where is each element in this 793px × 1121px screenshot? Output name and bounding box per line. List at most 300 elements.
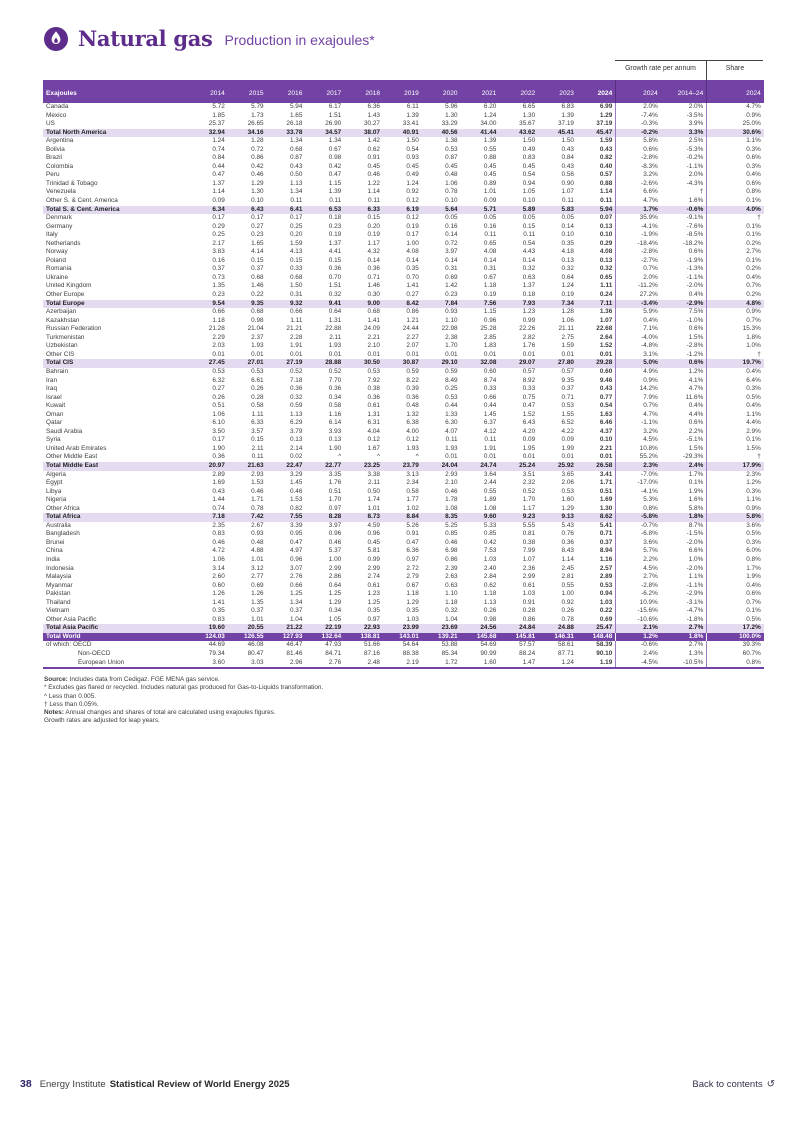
growth10-cell: -2.8%	[686, 342, 704, 350]
row-label: Indonesia	[46, 564, 74, 572]
value-cell: 1.07	[577, 317, 616, 326]
value-cell: 0.36	[328, 385, 342, 393]
row-label: Total Asia Pacific	[43, 624, 189, 633]
value-cell: 0.44	[212, 162, 225, 170]
value-cell: 0.93	[406, 154, 419, 162]
share-cell: 15.3%	[707, 325, 764, 334]
value-cell: 0.37	[577, 539, 616, 548]
table-row	[43, 547, 764, 556]
value-cell: 6.14	[328, 419, 342, 427]
value-cell: 0.33	[289, 265, 303, 273]
share-cell: 30.6%	[707, 129, 764, 138]
row-label: China	[46, 547, 63, 555]
growth-rate-per-annum-header: Growth rate per annum	[615, 61, 707, 80]
growth10-cell: -1.1%	[686, 273, 704, 281]
value-cell: 2.89	[212, 470, 225, 478]
value-cell: 0.54	[522, 171, 536, 179]
value-cell: 6.32	[212, 376, 225, 384]
value-cell: 1.52	[577, 342, 616, 351]
footnote-line: ^ Less than 0.005.	[44, 692, 97, 700]
value-cell: 4.72	[212, 547, 225, 555]
share-cell: 5.8%	[707, 513, 764, 522]
value-cell: 0.15	[251, 256, 264, 264]
value-cell: 0.53	[577, 582, 616, 591]
table-row	[43, 590, 764, 599]
value-cell: 0.84	[561, 154, 574, 162]
value-cell: 1.39	[561, 111, 574, 119]
growth10-cell: 2.0%	[688, 103, 704, 110]
value-cell: 3.97	[328, 521, 342, 529]
value-cell: 25.47	[577, 624, 616, 633]
year-header: 2015	[228, 80, 267, 103]
row-label: Peru	[46, 171, 60, 179]
growth-cell: 2.1%	[616, 624, 661, 633]
growth-cell: -4.0%	[641, 333, 658, 341]
value-cell: 1.35	[251, 598, 264, 606]
value-cell: 0.26	[561, 607, 574, 615]
value-cell: 0.15	[251, 436, 264, 444]
value-cell: 0.58	[328, 402, 342, 410]
growth10-cell: 4.7%	[688, 385, 704, 393]
value-cell: 0.51	[212, 402, 225, 410]
value-cell: 4.07	[445, 427, 458, 435]
growth10-cell: -2.9%	[661, 300, 707, 309]
value-cell: 54.69	[480, 641, 497, 649]
value-cell: 143.01	[383, 633, 422, 642]
value-cell: 1.90	[212, 444, 225, 452]
value-cell: 1.63	[577, 411, 616, 420]
value-cell: 2.86	[328, 573, 342, 581]
value-cell: 0.37	[251, 607, 264, 615]
value-cell: 88.24	[519, 650, 536, 657]
row-label: Other Middle East	[46, 453, 98, 461]
value-cell: 4.18	[561, 248, 574, 256]
growth10-cell: 1.1%	[688, 573, 704, 581]
value-cell: 0.35	[561, 239, 574, 247]
table-row	[43, 573, 764, 582]
share-cell: 19.7%	[707, 359, 764, 368]
growth-cell: -4.1%	[641, 222, 658, 230]
share-cell: 0.1%	[707, 257, 764, 266]
growth-year-header: 2024	[616, 80, 661, 103]
value-cell: 0.26	[483, 607, 497, 615]
value-cell: 0.10	[251, 197, 264, 205]
growth10-cell: 1.5%	[688, 444, 704, 452]
row-label: Uzbekistan	[46, 342, 78, 350]
row-label: Poland	[46, 256, 66, 264]
value-cell: 0.87	[445, 154, 458, 162]
value-cell: 0.35	[406, 265, 419, 273]
value-cell: 9.00	[344, 300, 383, 309]
growth-cell: -4.1%	[641, 487, 658, 495]
row-label: Brazil	[46, 154, 62, 162]
value-cell: 2.17	[212, 239, 225, 247]
row-label: Bahrain	[46, 367, 69, 375]
value-cell: 7.99	[522, 547, 536, 555]
growth-cell: -18.4%	[637, 239, 658, 247]
value-cell: 3.64	[483, 470, 497, 478]
value-cell: 1.18	[445, 598, 458, 606]
value-cell: 0.12	[406, 214, 419, 222]
growth10-cell: 1.7%	[688, 470, 704, 478]
value-cell: 0.01	[289, 350, 303, 358]
share-cell: 1.1%	[707, 411, 764, 420]
row-label: United Kingdom	[46, 282, 92, 290]
share-cell: 2.3%	[707, 471, 764, 480]
value-cell: 1.91	[289, 342, 303, 350]
value-cell: 0.36	[289, 385, 303, 393]
share-cell: 6.4%	[707, 377, 764, 386]
footnote-line: * Excludes gas flared or recycled. Includes natural gas produced for Gas-to-Liquids transformation.	[44, 684, 324, 692]
value-cell: 0.12	[406, 436, 419, 444]
value-cell: 0.86	[251, 154, 264, 162]
value-cell: 6.17	[328, 103, 342, 110]
table-row	[43, 171, 764, 180]
share-cell: 0.2%	[707, 240, 764, 249]
value-cell: 0.66	[289, 581, 303, 589]
value-cell: 9.54	[189, 300, 228, 309]
value-cell: 0.22	[251, 291, 264, 299]
growth10-cell: 2.7%	[688, 641, 704, 649]
value-cell: 44.69	[208, 641, 225, 649]
value-cell: 90.10	[577, 650, 616, 659]
table-row	[43, 607, 764, 616]
table-row	[43, 351, 764, 360]
value-cell: 1.06	[212, 555, 225, 563]
growth-cell: 0.8%	[643, 504, 658, 512]
value-cell: 6.83	[561, 103, 574, 110]
growth-cell: -11.2%	[637, 282, 658, 290]
value-cell: 0.12	[406, 197, 419, 205]
share-cell: 4.4%	[707, 419, 764, 428]
value-cell: 1.23	[522, 308, 536, 316]
row-label: Total Europe	[43, 300, 189, 309]
row-label: Bolivia	[46, 145, 65, 153]
growth-cell: 4.9%	[643, 367, 658, 375]
value-cell: 2.14	[289, 444, 303, 452]
share-cell: 17.9%	[707, 462, 764, 471]
value-cell: 0.18	[328, 214, 342, 222]
value-cell: ^	[338, 453, 342, 461]
row-label: Norway	[46, 248, 68, 256]
value-cell: 7.42	[228, 513, 267, 522]
year-header: 2024	[577, 80, 616, 103]
value-cell: 21.04	[247, 325, 264, 333]
growth-cell: 7.9%	[643, 393, 658, 401]
value-cell: 1.25	[328, 590, 342, 598]
value-cell: 1.26	[251, 590, 264, 598]
value-cell: 29.07	[499, 359, 538, 368]
table-row	[43, 368, 764, 377]
value-cell: 0.97	[406, 555, 419, 563]
value-cell: 0.11	[329, 197, 342, 205]
value-cell: 22.68	[577, 325, 616, 334]
growth-cell: 1.2%	[616, 633, 661, 642]
value-cell: 4.20	[522, 427, 536, 435]
value-cell: 1.34	[289, 598, 303, 606]
row-label: Iran	[46, 376, 58, 384]
value-cell: 1.28	[561, 308, 574, 316]
value-cell: 1.70	[522, 496, 536, 504]
table-row	[43, 445, 764, 454]
value-cell: 0.91	[522, 598, 536, 606]
growth-cell: -7.4%	[641, 111, 658, 119]
value-cell: 2.11	[368, 479, 380, 487]
value-cell: 1.83	[483, 342, 497, 350]
value-cell: 0.53	[445, 393, 458, 401]
value-cell: 2.60	[212, 573, 225, 581]
value-cell: 0.35	[367, 607, 380, 615]
table-row	[43, 163, 764, 172]
value-cell: 1.30	[445, 111, 458, 119]
value-cell: 0.16	[483, 222, 497, 230]
value-cell: 0.19	[561, 291, 574, 299]
growth-cell: 7.1%	[643, 325, 658, 333]
value-cell: 2.06	[561, 479, 574, 487]
footnote-line: Growth rates are adjusted for leap years.	[44, 717, 160, 725]
value-cell: 124.03	[189, 633, 228, 642]
value-cell: 29.28	[577, 359, 616, 368]
year-header: 2021	[461, 80, 500, 103]
value-cell: 4.13	[289, 248, 303, 256]
value-cell: 7.34	[538, 300, 577, 309]
value-cell: 0.90	[561, 179, 574, 187]
value-cell: 3.57	[251, 427, 264, 435]
value-cell: 0.74	[212, 145, 225, 153]
growth10-cell: 0.4%	[688, 402, 704, 410]
value-cell: 0.19	[483, 291, 497, 299]
growth10-cell: 1.3%	[688, 650, 704, 657]
value-cell: 1.46	[367, 282, 380, 290]
value-cell: 1.77	[406, 496, 419, 504]
share-cell: 0.6%	[707, 180, 764, 189]
value-cell: 0.86	[445, 555, 458, 563]
value-cell: 0.01	[251, 350, 264, 358]
value-cell: 1.31	[367, 410, 380, 418]
value-cell: 0.55	[561, 581, 574, 589]
value-cell: 0.01	[522, 453, 536, 461]
growth-cell: -2.8%	[641, 581, 658, 589]
value-cell: 35.67	[519, 120, 536, 128]
value-cell: 24.04	[422, 462, 461, 471]
value-cell: 1.13	[483, 598, 497, 606]
row-label: Total Middle East	[43, 462, 189, 471]
value-cell: 0.59	[445, 367, 458, 375]
value-cell: 1.21	[406, 316, 419, 324]
table-row	[43, 334, 764, 343]
value-cell: 34.00	[480, 120, 497, 128]
value-cell: 7.18	[189, 513, 228, 522]
value-cell: 0.29	[212, 222, 225, 230]
back-to-contents-label: Back to contents	[692, 1079, 763, 1090]
value-cell: 1.19	[577, 659, 616, 669]
growth-cell: 0.6%	[643, 145, 658, 153]
value-cell: 0.46	[289, 487, 303, 495]
value-cell: 24.44	[402, 325, 419, 333]
growth-cell: -17.0%	[637, 479, 658, 487]
value-cell: 88.38	[402, 650, 419, 657]
value-cell: 138.81	[344, 633, 383, 642]
value-cell: 0.70	[406, 273, 419, 281]
row-label: Egypt	[46, 479, 63, 487]
value-cell: 0.32	[445, 607, 458, 615]
value-cell: 5.81	[367, 547, 380, 555]
value-cell: 6.99	[577, 103, 616, 112]
row-label: Canada	[46, 103, 69, 110]
table-row	[43, 556, 764, 565]
row-label: Turkmenistan	[46, 333, 85, 341]
value-cell: 0.52	[522, 487, 536, 495]
growth10-cell: -29.3%	[683, 453, 704, 461]
value-cell: 2.93	[251, 470, 264, 478]
value-cell: 1.39	[406, 111, 419, 119]
share-cell: 2.7%	[707, 248, 764, 257]
value-cell: 0.77	[577, 394, 616, 403]
value-cell: 46.47	[286, 641, 303, 649]
value-cell: 0.20	[367, 222, 380, 230]
value-cell: 2.76	[328, 658, 342, 666]
growth-cell: 4.5%	[643, 436, 658, 444]
value-cell: 0.85	[445, 530, 458, 538]
value-cell: 2.40	[483, 564, 497, 572]
value-cell: 0.66	[483, 393, 497, 401]
table-row	[43, 308, 764, 317]
page-footer	[20, 1078, 775, 1090]
value-cell: 1.11	[251, 410, 264, 418]
value-cell: 0.63	[445, 581, 458, 589]
value-cell: 3.13	[406, 470, 419, 478]
value-cell: 0.37	[251, 265, 264, 273]
year-header: 2016	[267, 80, 306, 103]
back-to-contents-link[interactable]	[692, 1079, 775, 1090]
value-cell: 0.93	[445, 308, 458, 316]
table-header-row	[43, 80, 764, 103]
value-cell: 2.11	[251, 444, 264, 452]
table-row	[43, 112, 764, 121]
value-cell: 21.28	[208, 325, 225, 333]
value-cell: 0.29	[577, 240, 616, 249]
growth10-cell: 2.7%	[661, 624, 707, 633]
table-row	[43, 624, 764, 633]
value-cell: 0.43	[561, 162, 574, 170]
value-cell: 0.05	[445, 214, 458, 222]
value-cell: 0.58	[251, 402, 264, 410]
table-row	[43, 154, 764, 163]
growth-cell: 6.6%	[643, 188, 658, 196]
growth10-cell: -1.1%	[686, 162, 704, 170]
growth10-cell: -2.0%	[686, 564, 704, 572]
value-cell: 22.47	[267, 462, 306, 471]
value-cell: 0.13	[577, 257, 616, 266]
share-cell: 3.6%	[707, 522, 764, 531]
value-cell: 1.59	[561, 342, 574, 350]
row-label: Other S. & Cent. America	[46, 197, 118, 205]
value-cell: 1.93	[406, 444, 419, 452]
row-label: of which: OECD	[46, 641, 92, 649]
growth-cell: 4.7%	[643, 197, 658, 205]
value-cell: 3.83	[212, 248, 225, 256]
value-cell: 0.11	[290, 197, 303, 205]
value-cell: 1.25	[289, 590, 303, 598]
value-cell: 1.25	[367, 598, 380, 606]
growth10-cell: 1.8%	[661, 633, 707, 642]
value-cell: 0.67	[483, 273, 497, 281]
value-cell: 0.87	[289, 154, 303, 162]
growth-cell: 3.6%	[643, 538, 658, 546]
value-cell: 9.35	[561, 376, 574, 384]
value-cell: 0.53	[561, 487, 574, 495]
share-cell: 1.7%	[707, 565, 764, 574]
growth10-cell: 8.7%	[688, 521, 704, 529]
value-cell: 2.19	[406, 658, 419, 666]
value-cell: 32.94	[189, 129, 228, 138]
value-cell: 8.35	[422, 513, 461, 522]
row-label: Bangladesh	[46, 530, 80, 538]
value-cell: 1.72	[445, 658, 458, 666]
share-cell: 0.1%	[707, 197, 764, 206]
share-cell: 0.7%	[707, 317, 764, 326]
value-cell: 1.71	[577, 479, 616, 488]
value-cell: 0.43	[577, 146, 616, 155]
value-cell: 0.27	[406, 291, 419, 299]
growth-cell: -0.3%	[641, 120, 658, 128]
value-cell: 0.37	[561, 385, 574, 393]
value-cell: 0.46	[251, 171, 264, 179]
value-cell: 1.18	[212, 316, 225, 324]
value-cell: 0.09	[561, 436, 574, 444]
value-cell: 6.36	[367, 103, 380, 110]
value-cell: 0.59	[406, 367, 419, 375]
growth10-cell: 3.3%	[661, 129, 707, 138]
value-cell: 0.92	[561, 598, 574, 606]
share-cell: 0.3%	[707, 488, 764, 497]
value-cell: 0.54	[522, 239, 536, 247]
value-cell: 0.10	[445, 197, 458, 205]
growth-cell: -0.7%	[641, 521, 658, 529]
value-cell: 22.77	[305, 462, 344, 471]
value-cell: 23.69	[422, 624, 461, 633]
year-header: 2023	[538, 80, 577, 103]
table-row	[43, 385, 764, 394]
value-cell: 0.11	[251, 453, 264, 461]
growth-cell: 35.9%	[639, 214, 658, 222]
value-cell: 1.14	[577, 188, 616, 197]
value-cell: 23.99	[383, 624, 422, 633]
value-cell: 148.48	[577, 633, 616, 642]
value-cell: 1.29	[328, 598, 342, 606]
table-row	[43, 214, 764, 223]
value-cell: 0.43	[561, 145, 574, 153]
value-cell: 0.32	[328, 291, 342, 299]
share-cell: 0.4%	[707, 402, 764, 411]
value-cell: 0.35	[212, 607, 225, 615]
growth10-cell: 0.6%	[688, 248, 704, 256]
row-label: Ukraine	[46, 273, 69, 281]
value-cell: 0.01	[328, 350, 342, 358]
value-cell: 0.37	[212, 265, 225, 273]
value-cell: 0.28	[251, 393, 264, 401]
value-cell: 1.52	[522, 410, 536, 418]
value-cell: 0.65	[577, 274, 616, 283]
value-cell: 1.04	[289, 615, 303, 623]
value-cell: 2.99	[367, 564, 380, 572]
value-cell: 22.98	[441, 325, 458, 333]
value-cell: 0.46	[212, 538, 225, 546]
back-arrow-icon: ↺	[766, 1079, 775, 1090]
value-cell: 45.41	[538, 129, 577, 138]
value-cell: 6.41	[267, 206, 306, 215]
value-cell: 2.32	[522, 479, 536, 487]
